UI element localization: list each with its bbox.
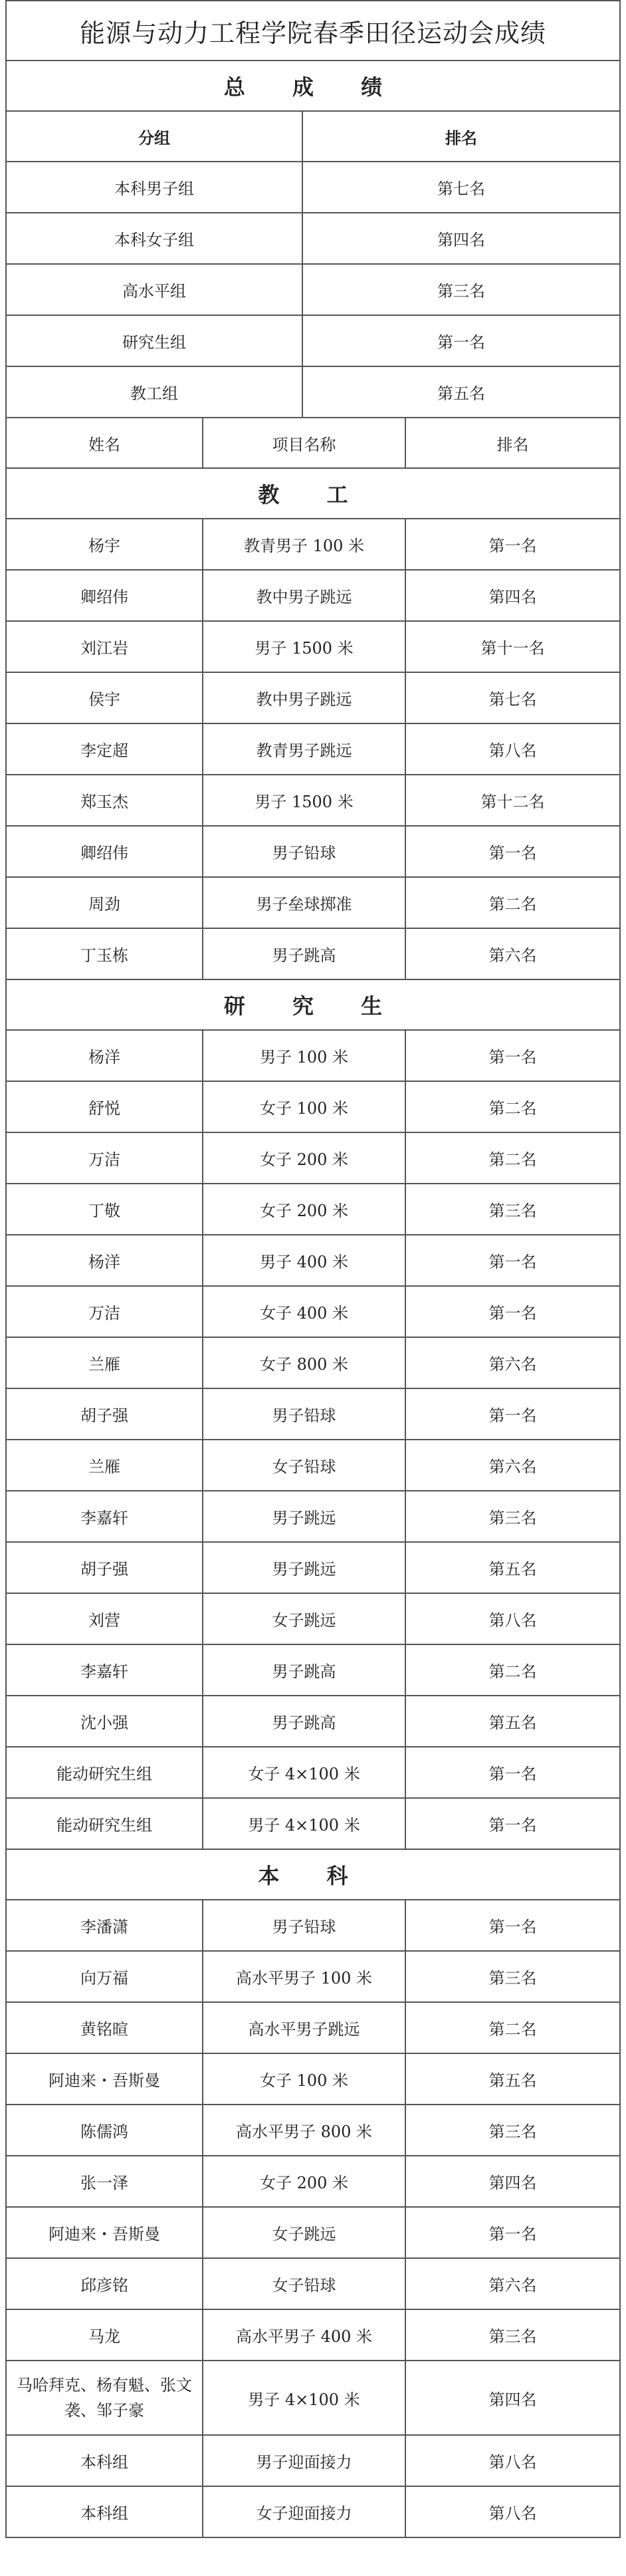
page-title: 能源与动力工程学院春季田径运动会成绩 xyxy=(79,18,546,48)
table-row xyxy=(7,1184,619,1235)
event-name: 高水平男子 800 米 xyxy=(202,2105,405,2155)
group-rank: 第四名 xyxy=(302,213,619,263)
title-row xyxy=(7,0,619,61)
table-row xyxy=(7,1696,619,1747)
table-row xyxy=(7,2310,619,2361)
result-rank: 第五名 xyxy=(405,1543,619,1593)
event-name: 男子铅球 xyxy=(202,1389,405,1439)
result-rank: 第六名 xyxy=(405,929,619,979)
table-row xyxy=(7,1338,619,1389)
event-name: 教中男子跳远 xyxy=(202,673,405,723)
athlete-name: 阿迪来・吾斯曼 xyxy=(49,2225,160,2244)
event-name: 男子铅球 xyxy=(202,827,405,876)
event-name: 男子垒球掷准 xyxy=(202,878,405,928)
result-rank: 第一名 xyxy=(405,1900,619,1950)
table-row xyxy=(7,622,619,673)
result-rank: 第六名 xyxy=(405,1338,619,1388)
table-row xyxy=(7,2259,619,2310)
column-header-rank: 排名 xyxy=(405,418,619,467)
athlete-name: 阿迪来・吾斯曼 xyxy=(49,2071,160,2090)
event-name: 高水平男子 400 米 xyxy=(202,2310,405,2360)
athlete-name: 邱彦铭 xyxy=(80,2276,128,2295)
event-name: 女子 800 米 xyxy=(202,1338,405,1388)
table-row xyxy=(7,1491,619,1543)
table-row xyxy=(7,2361,619,2436)
athlete-name: 刘营 xyxy=(88,1611,120,1630)
event-name: 女子跳远 xyxy=(202,2208,405,2257)
result-rank: 第三名 xyxy=(405,1491,619,1541)
table-row xyxy=(7,1440,619,1491)
table-row xyxy=(7,878,619,929)
column-header-rank: 排名 xyxy=(302,112,619,161)
details-header-row xyxy=(7,418,619,469)
athlete-name: 马龙 xyxy=(88,2327,120,2346)
result-rank: 第八名 xyxy=(405,2436,619,2486)
athlete-name: 本科组 xyxy=(80,2504,128,2523)
result-rank: 第二名 xyxy=(405,1082,619,1132)
table-row xyxy=(7,1594,619,1645)
table-row xyxy=(7,724,619,775)
column-header-event: 项目名称 xyxy=(202,418,405,467)
table-row xyxy=(7,571,619,622)
athlete-name: 周劲 xyxy=(88,895,120,914)
table-row xyxy=(7,1389,619,1440)
result-rank: 第一名 xyxy=(405,1799,619,1849)
event-name: 女子铅球 xyxy=(202,2259,405,2309)
table-row xyxy=(7,2054,619,2105)
table-row xyxy=(7,1900,619,1952)
table-row xyxy=(7,2436,619,2487)
athlete-name: 能动研究生组 xyxy=(56,1765,152,1783)
event-name: 男子 100 米 xyxy=(202,1031,405,1081)
summary-row xyxy=(7,213,619,265)
event-name: 男子跳高 xyxy=(202,1645,405,1695)
column-header-group: 分组 xyxy=(138,128,170,148)
athlete-name: 胡子强 xyxy=(80,1406,128,1425)
result-rank: 第一名 xyxy=(405,827,619,876)
table-row xyxy=(7,2156,619,2208)
athlete-name: 卿绍伟 xyxy=(80,844,128,862)
athlete-name: 杨洋 xyxy=(88,1048,120,1067)
event-name: 男子跳远 xyxy=(202,1491,405,1541)
result-rank: 第五名 xyxy=(405,2054,619,2104)
summary-row xyxy=(7,265,619,316)
athlete-name: 马哈拜克、杨有魁、张文袭、邹子豪 xyxy=(17,2376,192,2420)
athlete-name: 黄铭暄 xyxy=(80,2020,128,2039)
table-row xyxy=(7,827,619,878)
table-row xyxy=(7,1952,619,2003)
event-name: 男子 1500 米 xyxy=(202,775,405,825)
table-row xyxy=(7,2208,619,2259)
result-rank: 第三名 xyxy=(405,2310,619,2360)
result-rank: 第二名 xyxy=(405,878,619,928)
table-row xyxy=(7,1645,619,1696)
section-heading: 研 究 生 xyxy=(223,993,403,1019)
summary-rows xyxy=(7,162,619,418)
group-name: 本科女子组 xyxy=(114,231,194,249)
table-row xyxy=(7,673,619,724)
results-sheet xyxy=(5,0,621,2538)
event-name: 女子 4×100 米 xyxy=(202,1747,405,1797)
result-rank: 第六名 xyxy=(405,1440,619,1490)
event-name: 女子跳远 xyxy=(202,1594,405,1644)
athlete-name: 杨宇 xyxy=(88,537,120,555)
result-rank: 第一名 xyxy=(405,2208,619,2257)
result-rank: 第二名 xyxy=(405,1133,619,1183)
athlete-name: 向万福 xyxy=(80,1969,128,1988)
result-rank: 第四名 xyxy=(405,571,619,620)
event-name: 女子迎面接力 xyxy=(202,2487,405,2537)
result-rank: 第六名 xyxy=(405,2259,619,2309)
result-rank: 第三名 xyxy=(405,1184,619,1234)
event-name: 男子跳高 xyxy=(202,929,405,979)
athlete-name: 兰雁 xyxy=(88,1458,120,1476)
athlete-name: 李潘潇 xyxy=(80,1918,128,1936)
event-name: 男子跳高 xyxy=(202,1696,405,1746)
result-rank: 第八名 xyxy=(405,724,619,774)
group-name: 研究生组 xyxy=(122,333,186,352)
event-name: 男子 400 米 xyxy=(202,1235,405,1285)
athlete-name: 刘江岩 xyxy=(80,639,128,658)
result-rank: 第二名 xyxy=(405,2003,619,2053)
group-name: 高水平组 xyxy=(122,282,186,301)
athlete-name: 李嘉轩 xyxy=(80,1662,128,1681)
table-row xyxy=(7,1543,619,1594)
athlete-name: 沈小强 xyxy=(80,1714,128,1732)
result-rank: 第三名 xyxy=(405,2105,619,2155)
result-rank: 第十二名 xyxy=(405,775,619,825)
table-row xyxy=(7,2487,619,2538)
event-name: 高水平男子 100 米 xyxy=(202,1952,405,2001)
section-heading-row xyxy=(7,1850,619,1900)
table-row xyxy=(7,2105,619,2156)
section-heading-row xyxy=(7,980,619,1031)
result-rank: 第一名 xyxy=(405,1235,619,1285)
table-row xyxy=(7,519,619,571)
event-name: 教青男子跳远 xyxy=(202,724,405,774)
athlete-name: 丁玉栋 xyxy=(80,946,128,965)
event-name: 男子跳远 xyxy=(202,1543,405,1593)
event-name: 女子铅球 xyxy=(202,1440,405,1490)
section-heading: 教 工 xyxy=(258,482,368,507)
athlete-name: 郑玉杰 xyxy=(80,793,128,811)
event-name: 女子 200 米 xyxy=(202,1133,405,1183)
athlete-name: 能动研究生组 xyxy=(56,1816,152,1835)
detail-sections xyxy=(7,469,619,2538)
summary-row xyxy=(7,162,619,213)
athlete-name: 舒悦 xyxy=(88,1099,120,1118)
group-name: 本科男子组 xyxy=(114,180,194,198)
summary-heading: 总 成 绩 xyxy=(223,74,403,100)
event-name: 女子 100 米 xyxy=(202,2054,405,2104)
result-rank: 第五名 xyxy=(405,1696,619,1746)
result-rank: 第二名 xyxy=(405,1645,619,1695)
athlete-name: 李定超 xyxy=(80,741,128,760)
athlete-name: 兰雁 xyxy=(88,1355,120,1374)
result-rank: 第四名 xyxy=(405,2361,619,2434)
event-name: 男子 1500 米 xyxy=(202,622,405,672)
event-name: 男子 4×100 米 xyxy=(202,2361,405,2434)
result-rank: 第十一名 xyxy=(405,622,619,672)
athlete-name: 陈儒鸿 xyxy=(80,2123,128,2141)
event-name: 女子 100 米 xyxy=(202,1082,405,1132)
table-row xyxy=(7,1133,619,1184)
event-name: 教青男子 100 米 xyxy=(202,519,405,569)
athlete-name: 本科组 xyxy=(80,2453,128,2472)
summary-header-row xyxy=(7,112,619,162)
event-name: 男子 4×100 米 xyxy=(202,1799,405,1849)
athlete-name: 卿绍伟 xyxy=(80,588,128,606)
athlete-name: 杨洋 xyxy=(88,1253,120,1271)
table-row xyxy=(7,1747,619,1799)
table-row xyxy=(7,1031,619,1082)
athlete-name: 李嘉轩 xyxy=(80,1509,128,1527)
event-name: 女子 200 米 xyxy=(202,1184,405,1234)
athlete-name: 万洁 xyxy=(88,1150,120,1169)
table-row xyxy=(7,2003,619,2054)
column-header-name: 姓名 xyxy=(88,435,120,454)
result-rank: 第一名 xyxy=(405,1389,619,1439)
table-row xyxy=(7,1799,619,1850)
event-name: 男子迎面接力 xyxy=(202,2436,405,2486)
result-rank: 第一名 xyxy=(405,1287,619,1337)
result-rank: 第八名 xyxy=(405,1594,619,1644)
result-rank: 第七名 xyxy=(405,673,619,723)
event-name: 女子 400 米 xyxy=(202,1287,405,1337)
table-row xyxy=(7,1287,619,1338)
group-rank: 第五名 xyxy=(302,367,619,417)
result-rank: 第一名 xyxy=(405,1747,619,1797)
group-rank: 第七名 xyxy=(302,162,619,212)
table-row xyxy=(7,775,619,827)
summary-row xyxy=(7,367,619,418)
table-row xyxy=(7,1235,619,1287)
athlete-name: 胡子强 xyxy=(80,1560,128,1579)
result-rank: 第八名 xyxy=(405,2487,619,2537)
result-rank: 第一名 xyxy=(405,1031,619,1081)
summary-row xyxy=(7,316,619,367)
event-name: 教中男子跳远 xyxy=(202,571,405,620)
result-rank: 第一名 xyxy=(405,519,619,569)
athlete-name: 张一泽 xyxy=(80,2174,128,2192)
group-rank: 第一名 xyxy=(302,316,619,366)
table-row xyxy=(7,929,619,980)
table-row xyxy=(7,1082,619,1133)
result-rank: 第三名 xyxy=(405,1952,619,2001)
section-heading: 本 科 xyxy=(258,1863,368,1888)
athlete-name: 侯宇 xyxy=(88,690,120,709)
section-heading-row xyxy=(7,469,619,519)
event-name: 女子 200 米 xyxy=(202,2156,405,2206)
athlete-name: 丁敬 xyxy=(88,1202,120,1220)
summary-heading-row xyxy=(7,61,619,112)
group-name: 教工组 xyxy=(130,384,178,403)
group-rank: 第三名 xyxy=(302,265,619,315)
result-rank: 第四名 xyxy=(405,2156,619,2206)
event-name: 高水平男子跳远 xyxy=(202,2003,405,2053)
athlete-name: 万洁 xyxy=(88,1304,120,1323)
event-name: 男子铅球 xyxy=(202,1900,405,1950)
